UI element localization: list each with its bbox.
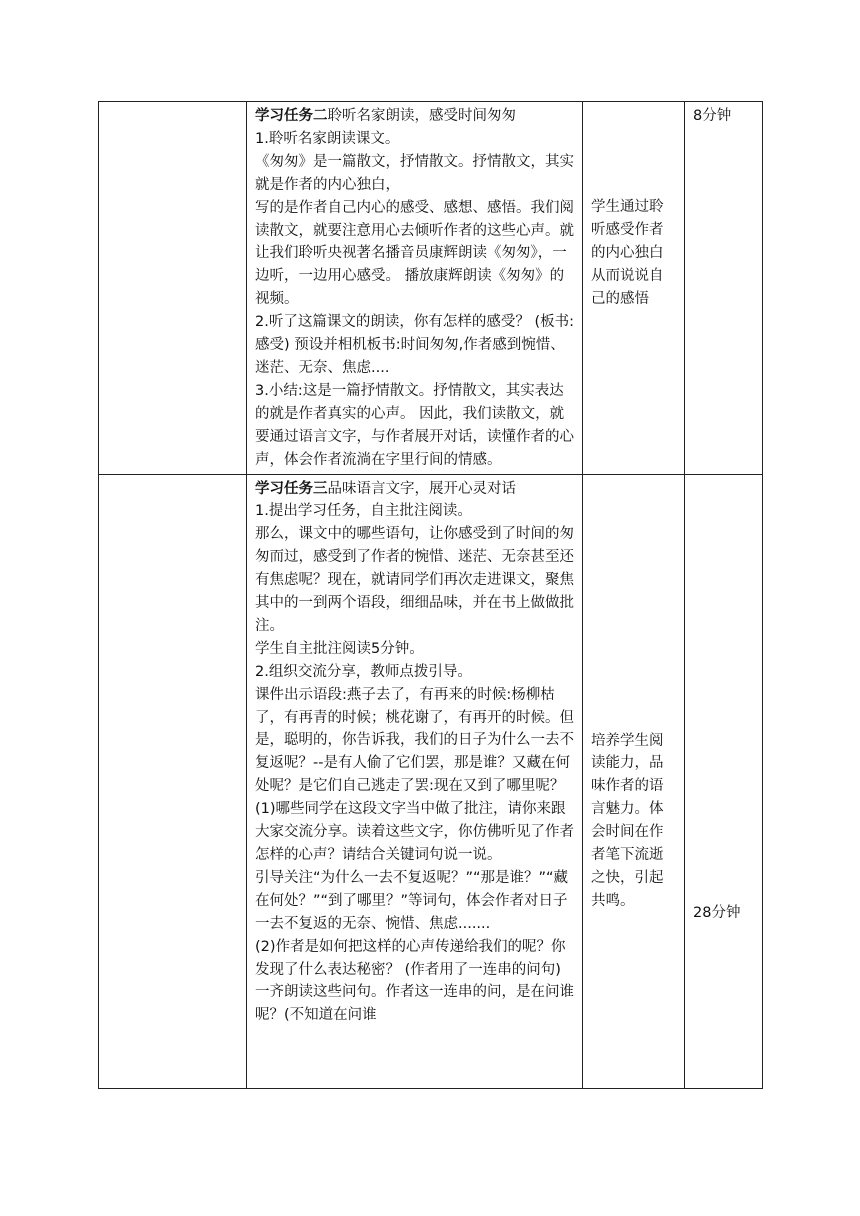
paragraph-text: 聆听名家朗读课文。 <box>268 130 400 147</box>
time-text: 8分钟 <box>693 108 732 124</box>
paragraph <box>255 523 574 638</box>
paragraph-number: (2) <box>255 938 276 955</box>
paragraph-text: 《匆匆》是一篇散文，抒情散文。抒情散文，其实就是作者的内心独白， <box>255 153 574 193</box>
paragraph <box>255 380 574 472</box>
paragraph <box>255 638 574 661</box>
task-content-cell <box>247 474 583 1088</box>
paragraph-text: 写的是作者自己内心的感受、感想、感悟。我们阅读散文，就要注意用心去倾听作者的这些心声。就让我们聆听央视著名播音员康辉朗读《匆匆》，一边听，一边用心感受。 播放康辉朗读《匆匆》的视频。 <box>255 199 574 308</box>
paragraph <box>255 151 574 197</box>
lesson-plan-table <box>98 101 763 1089</box>
paragraph <box>255 936 574 1028</box>
paragraph-text: 哪些同学在这段文字当中做了批注，请你来跟大家交流分享。读着这些文字，你仿佛听见了作者怎样的心声？请结合关键词句说一说。 <box>255 801 574 863</box>
time-cell <box>685 474 763 1088</box>
paragraph-text: 那么，课文中的哪些语句，让你感受到了时间的匆匆而过，感受到了作者的惋惜、迷茫、无奈甚至还有焦虑呢？现在，就请同学们再次走进课文，聚焦其中的一到两个语段，细细品味，并在书上做做批注。 <box>255 526 574 634</box>
paragraph <box>255 128 574 151</box>
paragraph-text: 组织交流分享，教师点拨引导。 <box>268 663 472 680</box>
paragraph-number: 1. <box>255 503 269 520</box>
paragraph <box>255 798 574 867</box>
table-row <box>99 474 763 1088</box>
paragraph-text: 课件出示语段:燕子去了，有再来的时候:杨柳枯了，有再青的时候；桃花谢了，有再开的时候。但是，聪明的，你告诉我，我们的日子为什么一去不复返呢？--是有人偷了它们罢，那是谁？又藏在何处呢？是它们自己逃走了罢:现在又到了哪里呢？ <box>255 686 574 795</box>
paragraph-number: 2. <box>255 663 269 680</box>
paragraph-number: 1. <box>255 130 269 147</box>
paragraph <box>255 500 574 523</box>
task-content-cell <box>247 102 583 475</box>
task-heading <box>255 478 574 501</box>
paragraph <box>255 867 574 936</box>
paragraph-number: 2. <box>255 314 269 331</box>
paragraph-number: 3. <box>255 382 269 399</box>
paragraph <box>255 197 574 312</box>
task-heading <box>255 105 574 128</box>
paragraph-number: (1) <box>255 801 276 818</box>
paragraph <box>255 684 574 799</box>
paragraph-text: 引导关注“为什么一去不复返呢？”“那是谁？”“藏在何处？”“到了哪里？”等词句，体会作者对日子一去不复返的无奈、惋惜、焦虑....... <box>255 869 569 932</box>
paragraph-text: 作者是如何把这样的心声传递给我们的呢？你发现了什么表达秘密？ (作者用了一连串的问句)一齐朗读这些问句。作者这一连串的问，是在问谁呢？(不知道在问谁 <box>255 938 574 1024</box>
paragraph-text: 提出学习任务，自主批注阅读。 <box>268 503 472 520</box>
task-heading-text: 品味语言文字，展开心灵对话 <box>327 480 516 497</box>
paragraph <box>255 311 574 380</box>
task-heading-label: 学习任务三 <box>255 480 328 497</box>
task-content-clip <box>255 478 574 1086</box>
paragraph-text: 小结:这是一篇抒情散文。抒情散文，其实表达的就是作者真实的心声。 因此，我们读散文，就要通过语言文字，与作者展开对话，读懂作者的心声，体会作者流淌在字里行间的情感。 <box>255 382 574 468</box>
empty-cell <box>99 474 247 1088</box>
paragraph <box>255 661 574 684</box>
paragraph-text: 听了这篇课文的朗读，你有怎样的感受？ (板书:感受) 预设并相机板书:时间匆匆,作者感到惋惜、迷茫、无奈、焦虑.... <box>255 314 574 376</box>
goal-text: 培养学生阅读能力，品味作者的语言魅力。体会时间在作者笔下流逝之快，引起共鸣。 <box>591 732 664 909</box>
goal-text: 学生通过聆听感受作者的内心独白从而说说自己的感悟 <box>591 199 664 307</box>
goal-cell <box>583 102 685 475</box>
time-text: 28分钟 <box>693 904 741 921</box>
goal-cell <box>583 474 685 1088</box>
time-cell <box>685 102 763 475</box>
empty-cell <box>99 102 247 475</box>
task-heading-label: 学习任务二 <box>255 108 328 124</box>
table-row <box>99 102 763 475</box>
paragraph-text: 学生自主批注阅读5分钟。 <box>255 640 424 657</box>
task-heading-text: 聆听名家朗读，感受时间匆匆 <box>327 108 516 124</box>
